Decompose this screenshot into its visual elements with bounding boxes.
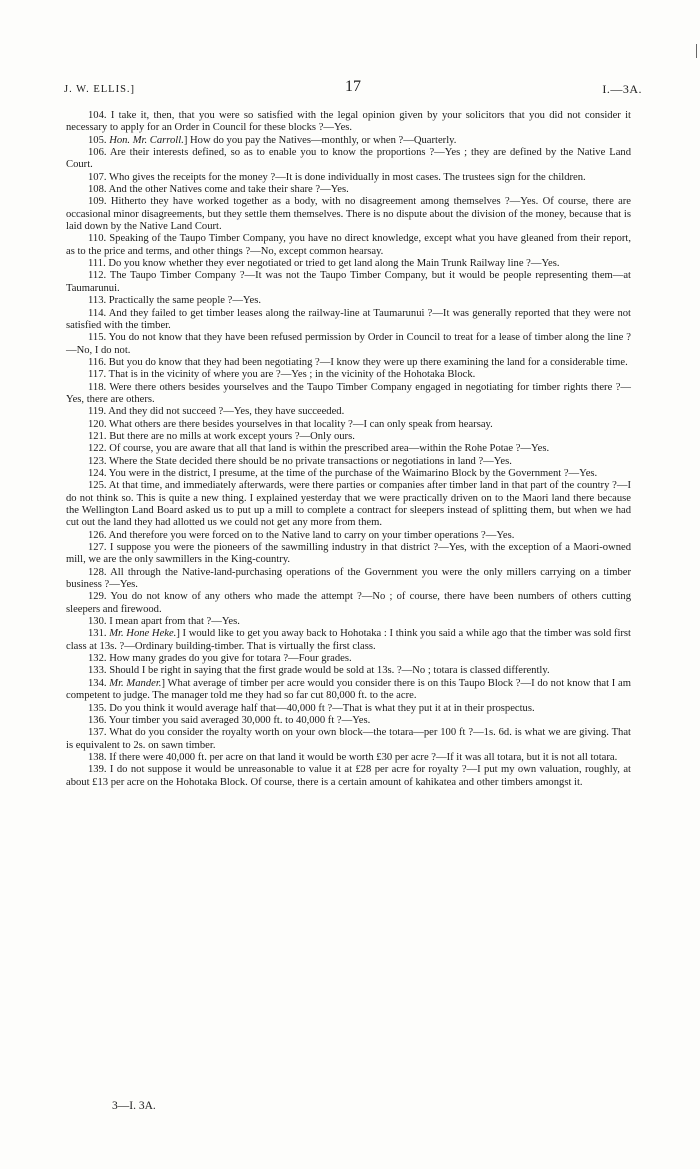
question-paragraph: 134. Mr. Mander.] What average of timber per acre would you consider there is on this Taupo Block ?—I do not know that I am competent to judge. The manager told me they had so far cut 80,000 ft. to the acre. bbox=[66, 677, 632, 702]
question-paragraph: 110. Speaking of the Taupo Timber Company, you have no direct knowledge, except what you have gleaned from their report, as to the price and terms, and other things ?—No, except common hearsay. bbox=[66, 233, 631, 257]
signature-mark: 3—I. 3A. bbox=[112, 1100, 156, 1112]
question-paragraph: 118. Were there others besides yourselves and the Taupo Timber Company engaged in negotiating for timber rights there ?—Yes, there are others. bbox=[66, 381, 631, 405]
speaker-name: Mr. Mander. bbox=[109, 677, 162, 689]
question-paragraph: 108. And the other Natives come and take their share ?—Yes. bbox=[88, 184, 349, 196]
question-paragraph: 127. I suppose you were the pioneers of the sawmilling industry in that district ?—Yes, with the exception of a Maori-owned mill, we are the only sawmillers in the King-country. bbox=[66, 542, 631, 566]
question-paragraph: 104. I take it, then, that you were so satisfied with the legal opinion given by your solicitors that you did not consider it necessary to apply for an Order in Council for these blocks ?—Yes. bbox=[66, 110, 631, 134]
question-paragraph: 121. But there are no mills at work except yours ?—Only ours. bbox=[88, 430, 355, 442]
question-paragraph: 116. But you do know that they had been negotiating ?—I know they were up there examining the land for a considerable time. bbox=[88, 356, 628, 368]
question-paragraph: 112. The Taupo Timber Company ?—It was not the Taupo Timber Company, but it would be people representing them—at Taumarunui. bbox=[66, 270, 631, 294]
page-header bbox=[64, 78, 642, 98]
question-paragraph: 124. You were in the district, I presume, at the time of the purchase of the Waimarino Block by the Government ?—Yes. bbox=[88, 467, 598, 479]
question-paragraph: 117. That is in the vicinity of where you are ?—Yes ; in the vicinity of the Hohotaka Block. bbox=[88, 369, 476, 381]
question-paragraph: 113. Practically the same people ?—Yes. bbox=[88, 295, 261, 307]
question-paragraph: 132. How many grades do you give for totara ?—Four grades. bbox=[88, 653, 352, 665]
question-paragraph: 107. Who gives the receipts for the money ?—It is done individually in most cases. The trustees sign for the children. bbox=[88, 171, 586, 183]
speaker-name: Mr. Hone Heke. bbox=[109, 628, 177, 640]
question-paragraph: 105. Hon. Mr. Carroll.] How do you pay the Natives—monthly, or when ?—Quarterly. bbox=[88, 134, 457, 146]
question-paragraph: 128. All through the Native-land-purchasing operations of the Government you were the only millers carrying on a timber business ?—Yes. bbox=[66, 566, 631, 591]
question-paragraph: 135. Do you think it would average half that—40,000 ft ?—That is what they put it at in their prospectus. bbox=[88, 702, 535, 714]
question-paragraph: 115. You do not know that they have been refused permission by Order in Council to treat for a lease of timber along the line ?—No, I do not. bbox=[66, 332, 631, 356]
page-number: 17 bbox=[345, 78, 361, 95]
question-paragraph: 129. You do not know of any others who made the attempt ?—No ; of course, there have been numbers of others cutting sleepers and firewood. bbox=[66, 591, 631, 615]
question-paragraph: 122. Of course, you are aware that all that land is within the prescribed area—within the Rohe Potae ?—Yes. bbox=[88, 443, 550, 455]
question-paragraph: 119. And they did not succeed ?—Yes, they have succeeded. bbox=[88, 406, 345, 418]
question-paragraph: 125. At that time, and immediately afterwards, were there parties or companies after timber land in that part of the country ?—I do not think so. This is quite a new thing. I explained yesterday that we were practically driven on to the Maori land there because the Wellington Land Board asked us to put up a mill to complete a contract for sleepers instead of splitting them, but when we had cut out the land they had allotted us we could not get any more from them. bbox=[66, 480, 631, 529]
document-reference: I.—3A. bbox=[602, 82, 642, 96]
question-paragraph: 126. And therefore you were forced on to the Native land to carry on your timber operations ?—Yes. bbox=[88, 529, 515, 541]
witness-name: J. W. ELLIS.] bbox=[64, 84, 136, 95]
question-paragraph: 111. Do you know whether they ever negotiated or tried to get land along the Main Trunk Railway line ?—Yes. bbox=[88, 258, 560, 270]
question-paragraph: 133. Should I be right in saying that the first grade would be sold at 13s. ?—No ; totara is classed differently. bbox=[88, 665, 550, 677]
question-paragraph: 131. Mr. Hone Heke.] I would like to get you away back to Hohotaka : I think you said a while ago that the timber was sold first class at 13s. ?—Ordinary building-timber. That is virtually the first class. bbox=[66, 628, 631, 652]
question-paragraph: 138. If there were 40,000 ft. per acre on that land it would be worth £30 per acre ?—If it was all totara, but it is not all totara. bbox=[88, 751, 618, 763]
question-paragraph: 136. Your timber you said averaged 30,000 ft. to 40,000 ft ?—Yes. bbox=[88, 714, 371, 726]
question-paragraph: 130. I mean apart from that ?—Yes. bbox=[88, 616, 240, 628]
question-paragraph: 114. And they failed to get timber leases along the railway-line at Taumarunui ?—It was generally reported that they were not satisfied with the timber. bbox=[66, 307, 631, 331]
question-paragraph: 109. Hitherto they have worked together as a body, with no disagreement among themselves ?—Yes. Of course, there are occasional minor disagreements, but they settle them themselves. There is no dispute about the division of the money, because that is laid down by the Native Land Court. bbox=[66, 196, 631, 233]
question-paragraph: 106. Are their interests defined, so as to enable you to know the proportions ?—Yes ; they are defined by the Native Land Court. bbox=[66, 147, 631, 171]
document-body bbox=[66, 110, 631, 789]
question-paragraph: 139. I do not suppose it would be unreasonable to value it at £28 per acre for royalty ?—I put my own valuation, roughly, at about £13 per acre on the Hohotaka Block. Of course, there is a certain amount of kahikatea and other timbers amongst it. bbox=[66, 764, 631, 788]
question-paragraph: 137. What do you consider the royalty worth on your own block—the totara—per 100 ft ?—1s. 6d. is what we are giving. That is equivalent to 2s. on sawn timber. bbox=[66, 727, 631, 751]
question-paragraph: 123. Where the State decided there should be no private transactions or negotiations in land ?—Yes. bbox=[88, 455, 512, 467]
page-edge-mark bbox=[696, 44, 697, 58]
speaker-name: Hon. Mr. Carroll. bbox=[109, 134, 184, 146]
question-paragraph: 120. What others are there besides yourselves in that locality ?—I can only speak from hearsay. bbox=[88, 418, 493, 430]
